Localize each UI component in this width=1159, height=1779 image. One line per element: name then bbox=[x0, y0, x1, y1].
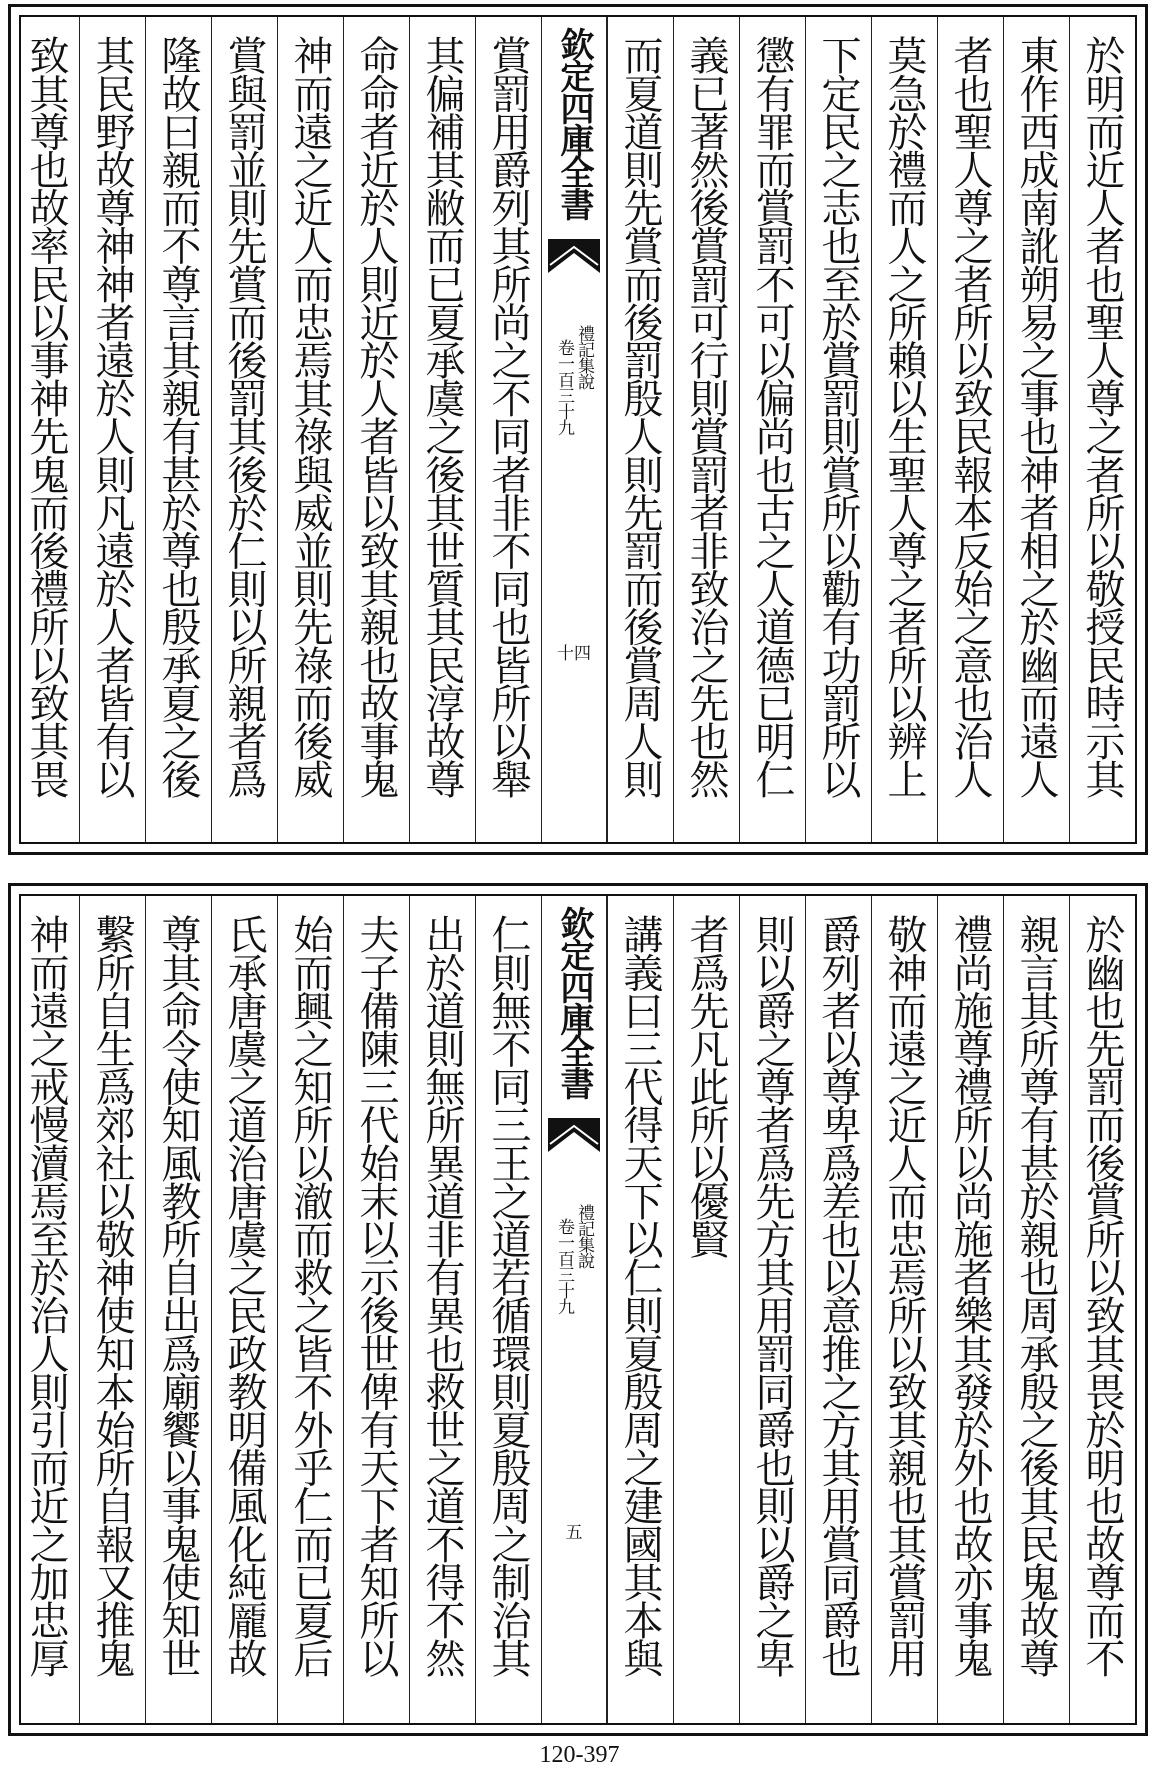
text-column bbox=[145, 896, 211, 1723]
column-text: 出於道則無所異道非有異也救世之道不得不然 bbox=[419, 914, 465, 1677]
leaf-number: 五 bbox=[565, 1523, 583, 1543]
volume-book-name: 禮記集說 bbox=[574, 325, 594, 389]
column-text: 始而興之知所以澈而救之皆不外乎仁而已夏后 bbox=[287, 914, 333, 1677]
page-bottom bbox=[8, 883, 1148, 1736]
column-text: 而夏道則先賞而後罰殷人則先罰而後賞周人則 bbox=[617, 35, 663, 798]
text-column bbox=[739, 896, 805, 1723]
text-column bbox=[937, 896, 1003, 1723]
text-column bbox=[739, 17, 805, 842]
volume-label bbox=[552, 1196, 596, 1406]
column-text: 賞與罰並則先賞而後罰其後於仁則以所親者爲 bbox=[221, 35, 267, 798]
volume-chapter: 卷一百三十九 bbox=[554, 1218, 574, 1314]
column-text: 義已著然後賞罰可行則賞罰者非致治之先也然 bbox=[683, 35, 729, 798]
column-text: 講義曰三代得天下以仁則夏殷周之建國其本與 bbox=[617, 914, 663, 1677]
volume-book-name: 禮記集說 bbox=[574, 1204, 594, 1268]
column-text: 氏承唐虞之道治唐虞之民政教明備風化純龎故 bbox=[221, 914, 267, 1677]
column-text: 其民野故尊神神者遠於人則凡遠於人者皆有以 bbox=[89, 35, 135, 798]
text-frame bbox=[19, 15, 1137, 844]
text-column bbox=[871, 896, 937, 1723]
column-text: 命命者近於人則近於人者皆以致其親也故事鬼 bbox=[353, 35, 399, 798]
text-column bbox=[409, 17, 475, 842]
text-column bbox=[1003, 896, 1069, 1723]
text-column bbox=[211, 17, 277, 842]
text-column bbox=[607, 17, 673, 842]
text-column bbox=[673, 896, 739, 1723]
text-column bbox=[145, 17, 211, 842]
text-column bbox=[409, 896, 475, 1723]
column-text: 神而遠之近人而忠焉其祿與威並則先祿而後威 bbox=[287, 35, 333, 798]
column-text: 尊其命令使知風教所自出爲廟饗以事鬼使知世 bbox=[155, 914, 201, 1677]
archive-page-number: 120-397 bbox=[539, 1742, 620, 1768]
text-column bbox=[871, 17, 937, 842]
text-column bbox=[211, 896, 277, 1723]
column-text: 者爲先凡此所以優賢 bbox=[683, 914, 729, 1257]
fish-tail-ornament-icon bbox=[548, 239, 600, 273]
column-text: 莫急於禮而人之所賴以生聖人尊之者所以辨上 bbox=[881, 35, 927, 798]
column-text: 致其尊也故率民以事神先鬼而後禮所以致其畏 bbox=[23, 35, 69, 798]
column-text: 東作西成南訛朔易之事也神者相之於幽而遠人 bbox=[1013, 35, 1059, 798]
text-column bbox=[277, 896, 343, 1723]
text-column bbox=[79, 896, 145, 1723]
column-text: 賞罰用爵列其所尚之不同者非不同也皆所以舉 bbox=[485, 35, 531, 798]
column-row bbox=[21, 17, 1135, 842]
text-column bbox=[1003, 17, 1069, 842]
text-column bbox=[805, 896, 871, 1723]
leaf-number: 十四 bbox=[557, 644, 591, 664]
column-text: 者也聖人尊之者所以致民報本反始之意也治人 bbox=[947, 35, 993, 798]
volume-label bbox=[552, 317, 596, 527]
text-column bbox=[19, 17, 79, 842]
text-column bbox=[277, 17, 343, 842]
text-column bbox=[79, 17, 145, 842]
column-row bbox=[21, 896, 1135, 1723]
column-text: 親言其所尊有甚於親也周承殷之後其民鬼故尊 bbox=[1013, 914, 1059, 1677]
volume-chapter: 卷一百三十九 bbox=[554, 339, 574, 435]
text-column bbox=[805, 17, 871, 842]
text-column bbox=[607, 896, 673, 1723]
column-text: 於明而近人者也聖人尊之者所以敬授民時示其 bbox=[1079, 35, 1125, 798]
column-text: 懲有罪而賞罰不可以偏尚也古之人道德已明仁 bbox=[749, 35, 795, 798]
column-text: 敬神而遠之近人而忠焉所以致其親也其賞罰用 bbox=[881, 914, 927, 1677]
book-title: 欽定四庫全書 bbox=[554, 906, 594, 1098]
center-fold bbox=[541, 896, 607, 1723]
column-text: 於幽也先罰而後賞所以致其畏於明也故尊而不 bbox=[1079, 914, 1125, 1677]
text-column bbox=[1069, 896, 1135, 1723]
book-title: 欽定四庫全書 bbox=[554, 27, 594, 219]
page-top bbox=[8, 4, 1148, 855]
column-text: 神而遠之戒慢瀆焉至於治人則引而近之加忠厚 bbox=[23, 914, 69, 1677]
column-text: 夫子備陳三代始末以示後世俾有天下者知所以 bbox=[353, 914, 399, 1677]
column-text: 隆故曰親而不尊言其親有甚於尊也殷承夏之後 bbox=[155, 35, 201, 798]
column-text: 繫所自生爲郊社以敬神使知本始所自報又推鬼 bbox=[89, 914, 135, 1677]
column-text: 其偏補其敝而已夏承虞之後其世質其民淳故尊 bbox=[419, 35, 465, 798]
column-text: 下定民之志也至於賞罰則賞所以勸有功罰所以 bbox=[815, 35, 861, 798]
text-column bbox=[475, 896, 541, 1723]
column-text: 仁則無不同三王之道若循環則夏殷周之制治其 bbox=[485, 914, 531, 1677]
column-text: 爵列者以尊卑爲差也以意推之方其用賞同爵也 bbox=[815, 914, 861, 1677]
text-column bbox=[475, 17, 541, 842]
center-fold bbox=[541, 17, 607, 842]
fish-tail-ornament-icon bbox=[548, 1118, 600, 1152]
text-frame bbox=[19, 894, 1137, 1725]
column-text: 則以爵之尊者爲先方其用罰同爵也則以爵之卑 bbox=[749, 914, 795, 1677]
column-text: 禮尚施尊禮所以尚施者樂其發於外也故亦事鬼 bbox=[947, 914, 993, 1677]
text-column bbox=[673, 17, 739, 842]
text-column bbox=[1069, 17, 1135, 842]
text-column bbox=[19, 896, 79, 1723]
text-column bbox=[937, 17, 1003, 842]
text-column bbox=[343, 896, 409, 1723]
text-column bbox=[343, 17, 409, 842]
